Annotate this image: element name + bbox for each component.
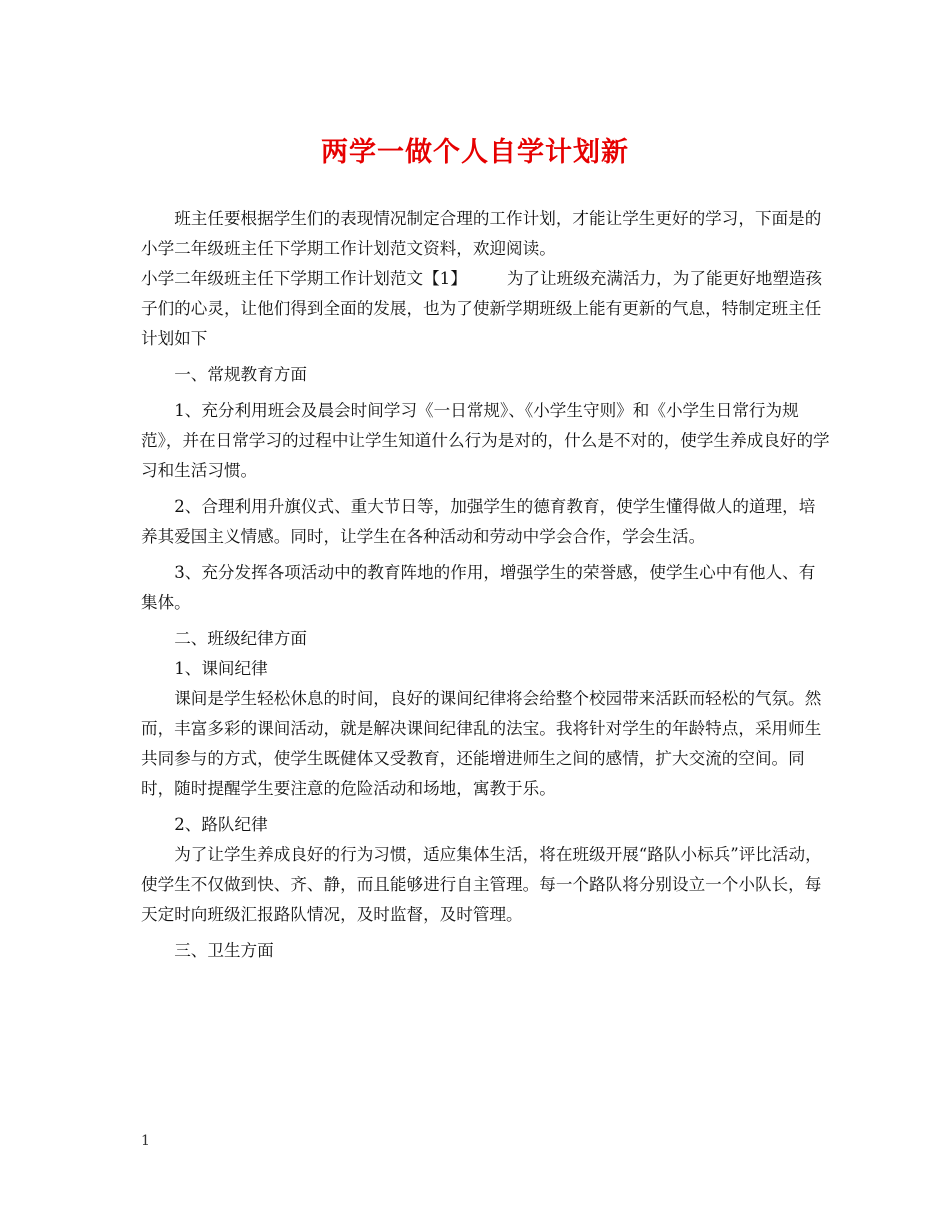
section-heading-discipline: 二、班级纪律方面: [174, 629, 307, 648]
page-number: 1: [141, 1133, 150, 1149]
discipline-subheading-queue: 2、路队纪律: [174, 815, 268, 834]
routine-item-1: 1、充分利用班会及晨会时间学习《一日常规》、《小学生守则》和《小学生日常行为规范》，并在日常学习的过程中让学生知道什么行为是对的，什么是不对的，使学生养成良好的学习和生活习惯。: [141, 401, 830, 480]
discipline-break-paragraph: 课间是学生轻松休息的时间，良好的课间纪律将会给整个校园带来活跃而轻松的气氛。然而，丰富多彩的课间活动，就是解决课间纪律乱的法宝。我将针对学生的年龄特点，采用师生共同参与的方式，使学生既健体又受教育，还能增进师生之间的感情，扩大交流的空间。同时，随时提醒学生要注意的危险活动和场地，寓教于乐。: [141, 689, 822, 798]
section-heading-hygiene: 三、卫生方面: [174, 941, 274, 960]
document-title: 两学一做个人自学计划新: [321, 137, 629, 168]
section-heading-routine: 一、常规教育方面: [174, 365, 307, 384]
plan-heading-paragraph: [141, 264, 831, 354]
discipline-subheading-break: 1、课间纪律: [174, 659, 268, 678]
document-body: [141, 204, 831, 966]
routine-item-3: 3、充分发挥各项活动中的教育阵地的作用，增强学生的荣誉感，使学生心中有他人、有集体。: [141, 563, 816, 612]
plan-intro-text: 为了让班级充满活力，为了能更好地塑造孩子们的心灵，让他们得到全面的发展，也为了使新学期班级上能有更新的气息，特制定班主任计划如下: [141, 269, 823, 348]
intro-paragraph: 班主任要根据学生们的表现情况制定合理的工作计划，才能让学生更好的学习，下面是的小学二年级班主任下学期工作计划范文资料，欢迎阅读。: [141, 209, 822, 258]
routine-item-2: 2、合理利用升旗仪式、重大节日等，加强学生的德育教育，使学生懂得做人的道理，培养其爱国主义情感。同时，让学生在各种活动和劳动中学会合作，学会生活。: [141, 497, 816, 546]
plan-heading: 小学二年级班主任下学期工作计划范文【1】: [141, 269, 467, 288]
discipline-queue-paragraph: 为了让学生养成良好的行为习惯，适应集体生活，将在班级开展“路队小标兵”评比活动，使学生不仅做到快、齐、静，而且能够进行自主管理。每一个路队将分别设立一个小队长，每天定时向班级汇报路队情况，及时监督，及时管理。: [141, 845, 822, 924]
